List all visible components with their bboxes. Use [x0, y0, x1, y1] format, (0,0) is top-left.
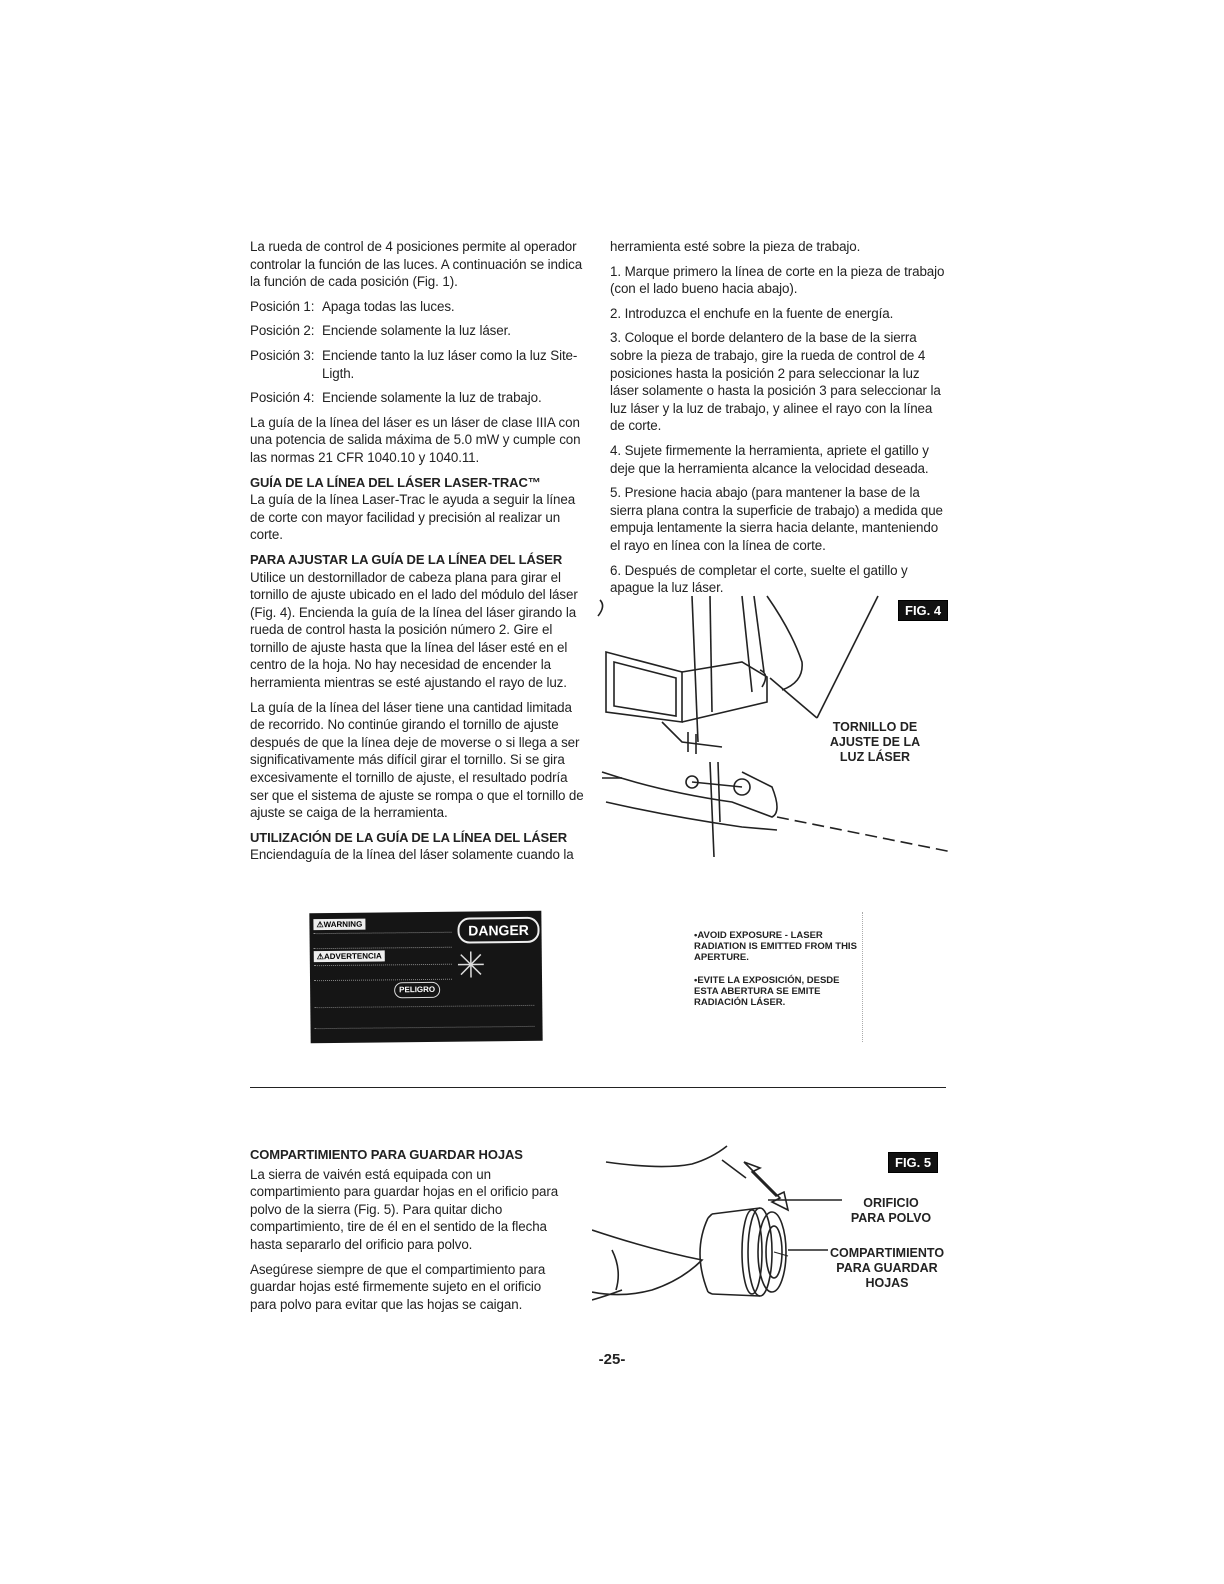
section-heading: PARA AJUSTAR LA GUÍA DE LA LÍNEA DEL LÁSER	[250, 551, 563, 567]
danger-badge: DANGER	[457, 917, 539, 944]
position-row	[250, 389, 588, 407]
body-paragraph: Utilice un destornillador de cabeza plana para girar el tornillo de ajuste ubicado en el lado del módulo del láser (Fig. 4). Encienda la guía de la línea del láser girando la rueda de control hasta la posición número 2. Gire el tornillo de ajuste hasta que la línea del láser esté en el centro de la hoja. No hay necesidad de encender la herramienta mientras se esté ajustando el rayo de luz.	[250, 569, 578, 691]
position-key: Posición 1:	[250, 298, 315, 314]
aperture-warning	[694, 930, 864, 1020]
body-paragraph: La guía de la línea del láser tiene una cantidad limitada de recorrido. No continúe girando el tornillo de ajuste después de que la línea deje de moverse o si llega a ser significativamente más difícil girar el tornillo. Si se gira excesivamente el tornillo de ajuste, el resultado podría ser que el sistema de ajuste se rompa o que el tornillo de ajuste se caiga de la herramienta.	[250, 699, 584, 821]
right-column	[610, 238, 948, 604]
callout-line: LUZ LÁSER	[839, 750, 911, 764]
aperture-warning-es: •EVITE LA EXPOSICIÓN, DESDE ESTA ABERTURA SE EMITE RADIACIÓN LÁSER.	[694, 975, 840, 1008]
callout-line: COMPARTIMIENTO	[829, 1246, 945, 1260]
peligro-badge: PELIGRO	[394, 982, 440, 998]
section-heading: GUÍA DE LA LÍNEA DEL LÁSER LASER-TRAC™	[250, 474, 541, 490]
figure-5	[592, 1140, 952, 1310]
left-column	[250, 238, 588, 871]
aperture-dotted-border	[862, 912, 863, 1042]
figure-4	[592, 592, 952, 862]
position-value: Enciende tanto la luz láser como la luz Site-Ligth.	[322, 347, 578, 381]
callout-line: PARA POLVO	[850, 1211, 932, 1225]
section-divider	[250, 1087, 946, 1088]
body-paragraph: La sierra de vaivén está equipada con un compartimiento para guardar hojas en el orificio para polvo de la sierra (Fig. 5). Para quitar dicho compartimiento, tire de él en el sentido de la flecha hasta separarlo del orificio para polvo.	[250, 1166, 559, 1252]
laser-starburst-icon	[458, 951, 484, 977]
section-heading: COMPARTIMIENTO PARA GUARDAR HOJAS	[250, 1147, 523, 1162]
position-key: Posición 3:	[250, 347, 315, 363]
position-key: Posición 4:	[250, 390, 315, 406]
intro-paragraph: La rueda de control de 4 posiciones permite al operador controlar la función de las luces. A continuación se indica la función de cada posición (Fig. 1).	[250, 239, 583, 290]
warning-badge: ⚠WARNING	[313, 919, 365, 931]
position-value: Apaga todas las luces.	[322, 298, 455, 314]
position-key: Posición 2:	[250, 323, 315, 339]
callout-line: AJUSTE DE LA	[829, 735, 921, 749]
laser-class-paragraph: La guía de la línea del láser es un láser de clase IIIA con una potencia de salida máxima de 5.0 mW y cumple con las normas 21 CFR 1040.10 y 1040.11.	[250, 414, 581, 465]
laser-adjust-screw-callout	[820, 720, 930, 765]
callout-line: TORNILLO DE	[832, 720, 918, 734]
position-value: Enciende solamente la luz de trabajo.	[322, 390, 542, 406]
label-fine-print	[314, 1005, 534, 1029]
body-paragraph: Enciendaguía de la línea del láser solamente cuando la	[250, 847, 574, 863]
body-paragraph: Asegúrese siempre de que el compartimiento para guardar hojas esté firmemente sujeto en el orificio para polvo para evitar que las hojas se caigan.	[250, 1261, 546, 1312]
step-item: 6. Después de completar el corte, suelte el gatillo y apague la luz láser.	[610, 562, 908, 596]
blade-storage-callout	[828, 1246, 946, 1291]
step-item: 3. Coloque el borde delantero de la base de la sierra sobre la pieza de trabajo, gire la rueda de control de 4 posiciones hasta la posición 2 para seleccionar la luz láser solamente o hasta la posición 3 para seleccionar la luz láser y la luz de trabajo, y alinee el rayo con la línea de corte.	[610, 330, 941, 434]
advertencia-fine-print	[314, 964, 452, 981]
section-heading: UTILIZACIÓN DE LA GUÍA DE LA LÍNEA DEL LÁSER	[250, 829, 567, 845]
position-row	[250, 322, 588, 340]
storage-section	[250, 1146, 570, 1320]
laser-warning-label	[309, 911, 542, 1043]
callout-line: ORIFICIO	[863, 1196, 919, 1210]
warning-fine-print	[314, 932, 452, 949]
position-row	[250, 298, 588, 316]
step-item: 5. Presione hacia abajo (para mantener la base de la sierra plana contra la superficie de trabajo) a medida que empuja lentamente la sierra hacia delante, manteniendo el rayo en línea con la línea de corte.	[610, 485, 943, 553]
callout-line: HOJAS	[865, 1276, 909, 1290]
step-item: 2. Introduzca el enchufe en la fuente de energía.	[610, 305, 894, 321]
body-paragraph: La guía de la línea Laser-Trac le ayuda a seguir la línea de corte con mayor facilidad y precisión al realizar un corte.	[250, 492, 576, 543]
continued-text: herramienta esté sobre la pieza de trabajo.	[610, 239, 861, 254]
position-row	[250, 347, 588, 382]
advertencia-badge: ⚠ADVERTENCIA	[314, 950, 385, 962]
callout-line: PARA GUARDAR	[836, 1261, 938, 1275]
aperture-warning-en: •AVOID EXPOSURE - LASER RADIATION IS EMITTED FROM THIS APERTURE.	[694, 930, 857, 963]
step-item: 1. Marque primero la línea de corte en la pieza de trabajo (con el lado bueno hacia abajo).	[610, 263, 945, 297]
step-item: 4. Sujete firmemente la herramienta, apriete el gatillo y deje que la herramienta alcance la velocidad deseada.	[610, 442, 929, 476]
fig-5-label: FIG. 5	[888, 1152, 938, 1173]
fig-4-label: FIG. 4	[898, 600, 948, 621]
position-value: Enciende solamente la luz láser.	[322, 323, 511, 339]
page-number: -25-	[598, 1351, 626, 1368]
dust-port-callout	[842, 1196, 940, 1226]
